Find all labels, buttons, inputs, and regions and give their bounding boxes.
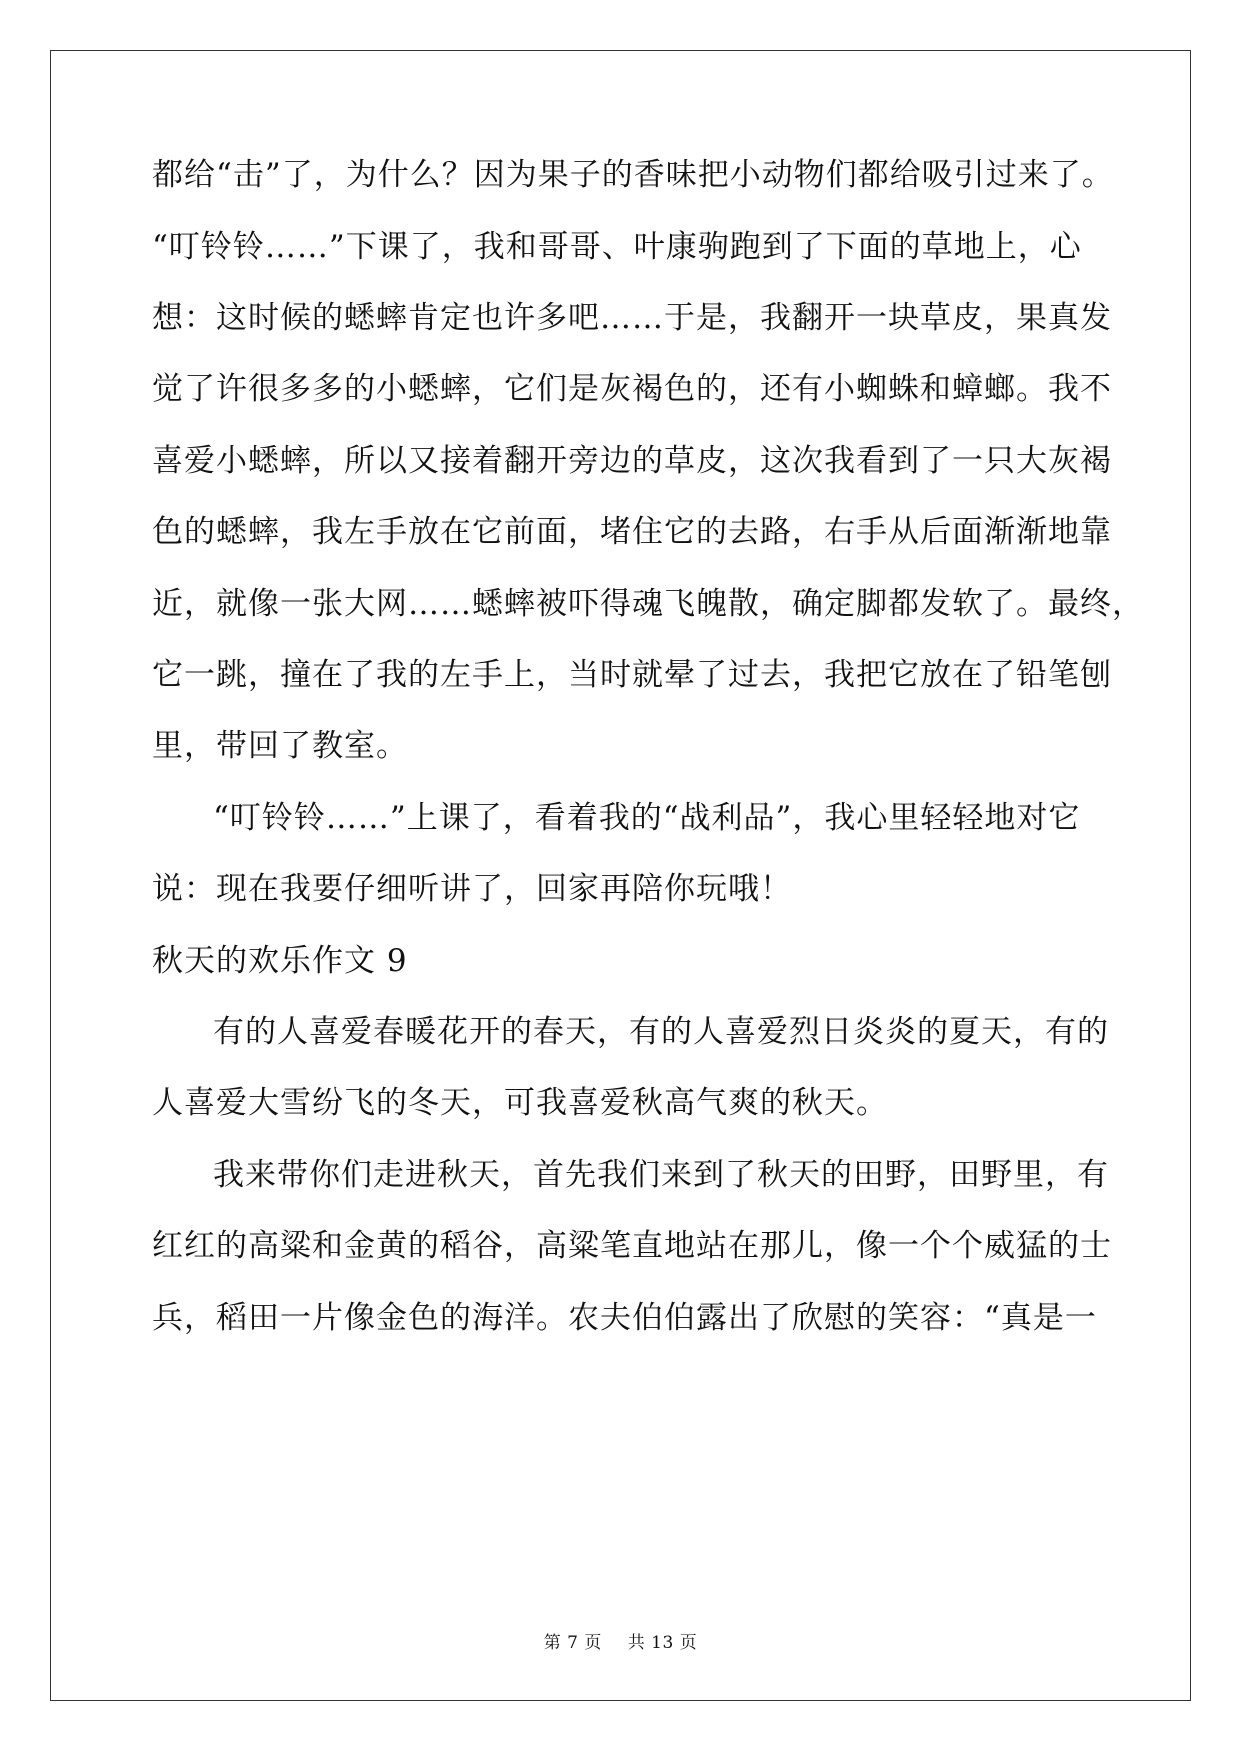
- text-line: 有的人喜爱春暖花开的春天，有的人喜爱烈日炎炎的夏天，有的: [213, 1014, 1109, 1050]
- text-line: 里，带回了教室。: [152, 728, 408, 764]
- text-line: 兵，稻田一片像金色的海洋。农夫伯伯露出了欣慰的笑容：“真是一: [152, 1300, 1097, 1336]
- text-line: 喜爱小蟋蟀，所以又接着翻开旁边的草皮，这次我看到了一只大灰褐: [152, 443, 1112, 479]
- text-line: 它一跳，撞在了我的左手上，当时就晕了过去，我把它放在了铅笔刨: [152, 657, 1112, 693]
- text-line: 色的蟋蟀，我左手放在它前面，堵住它的去路，右手从后面渐渐地靠: [152, 514, 1112, 550]
- section-heading: 秋天的欢乐作文 9: [152, 943, 408, 979]
- text-line: “叮铃铃……”下课了，我和哥哥、叶康驹跑到了下面的草地上，心: [152, 229, 1082, 265]
- text-line: “叮铃铃……”上课了，看着我的“战利品”，我心里轻轻地对它: [213, 800, 1081, 836]
- text-line: 觉了许很多多的小蟋蟀，它们是灰褐色的，还有小蜘蛛和蟑螂。我不: [152, 371, 1112, 407]
- text-line: 近，就像一张大网……蟋蟀被吓得魂飞魄散，确定脚都发软了。最终，: [152, 586, 1144, 622]
- text-line: 人喜爱大雪纷飞的冬天，可我喜爱秋高气爽的秋天。: [152, 1085, 888, 1121]
- text-line: 说：现在我要仔细听讲了，回家再陪你玩哦！: [152, 871, 792, 907]
- page-total: 共 13 页: [627, 1633, 698, 1653]
- text-line: 我来带你们走进秋天，首先我们来到了秋天的田野，田野里，有: [213, 1157, 1109, 1193]
- text-line: 都给“击”了，为什么？因为果子的香味把小动物们都给吸引过来了。: [152, 157, 1114, 193]
- text-line: 红红的高粱和金黄的稻谷，高粱笔直地站在那儿，像一个个威猛的士: [152, 1228, 1112, 1264]
- page-footer: [0, 1628, 1241, 1653]
- page-number: 第 7 页: [543, 1633, 602, 1653]
- text-line: 想：这时候的蟋蟀肯定也许多吧……于是，我翻开一块草皮，果真发: [152, 300, 1112, 336]
